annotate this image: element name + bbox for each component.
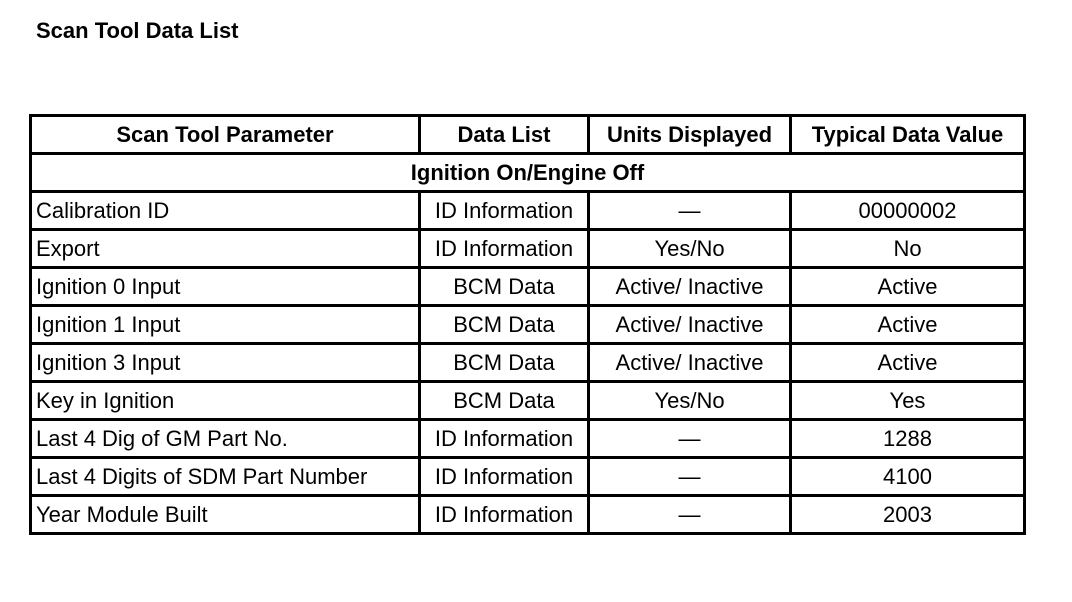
parameter-cell: Last 4 Digits of SDM Part Number: [31, 458, 420, 496]
typical-value-cell: 4100: [791, 458, 1025, 496]
parameter-cell: Last 4 Dig of GM Part No.: [31, 420, 420, 458]
data-list-cell: ID Information: [420, 230, 589, 268]
typical-value-cell: Active: [791, 344, 1025, 382]
units-cell: —: [589, 420, 791, 458]
parameter-cell: Ignition 1 Input: [31, 306, 420, 344]
units-cell: Active/ Inactive: [589, 344, 791, 382]
typical-value-cell: 1288: [791, 420, 1025, 458]
table-row: [31, 192, 1025, 230]
typical-value-cell: No: [791, 230, 1025, 268]
typical-value-cell: Active: [791, 268, 1025, 306]
data-list-cell: ID Information: [420, 420, 589, 458]
table-row: [31, 458, 1025, 496]
units-cell: —: [589, 458, 791, 496]
section-heading: Ignition On/Engine Off: [31, 154, 1025, 192]
data-list-cell: BCM Data: [420, 306, 589, 344]
units-cell: Yes/No: [589, 230, 791, 268]
parameter-cell: Ignition 3 Input: [31, 344, 420, 382]
table-header-row: [31, 116, 1025, 154]
typical-value-cell: 00000002: [791, 192, 1025, 230]
scan-tool-data-table: [29, 114, 1026, 535]
typical-value-cell: Active: [791, 306, 1025, 344]
data-list-cell: ID Information: [420, 458, 589, 496]
units-cell: —: [589, 192, 791, 230]
column-header-units: Units Displayed: [589, 116, 791, 154]
column-header-parameter: Scan Tool Parameter: [31, 116, 420, 154]
column-header-data-list: Data List: [420, 116, 589, 154]
data-list-cell: ID Information: [420, 192, 589, 230]
units-cell: Yes/No: [589, 382, 791, 420]
table-row: [31, 230, 1025, 268]
column-header-typical-value: Typical Data Value: [791, 116, 1025, 154]
parameter-cell: Ignition 0 Input: [31, 268, 420, 306]
units-cell: Active/ Inactive: [589, 306, 791, 344]
table-row: [31, 420, 1025, 458]
typical-value-cell: 2003: [791, 496, 1025, 534]
parameter-cell: Key in Ignition: [31, 382, 420, 420]
data-list-cell: ID Information: [420, 496, 589, 534]
typical-value-cell: Yes: [791, 382, 1025, 420]
units-cell: Active/ Inactive: [589, 268, 791, 306]
table-row: [31, 306, 1025, 344]
table-row: [31, 268, 1025, 306]
data-list-cell: BCM Data: [420, 344, 589, 382]
parameter-cell: Calibration ID: [31, 192, 420, 230]
data-list-cell: BCM Data: [420, 382, 589, 420]
section-row: [31, 154, 1025, 192]
units-cell: —: [589, 496, 791, 534]
data-list-cell: BCM Data: [420, 268, 589, 306]
table-row: [31, 382, 1025, 420]
parameter-cell: Export: [31, 230, 420, 268]
table-row: [31, 344, 1025, 382]
page-title: Scan Tool Data List: [36, 18, 239, 43]
parameter-cell: Year Module Built: [31, 496, 420, 534]
table-row: [31, 496, 1025, 534]
